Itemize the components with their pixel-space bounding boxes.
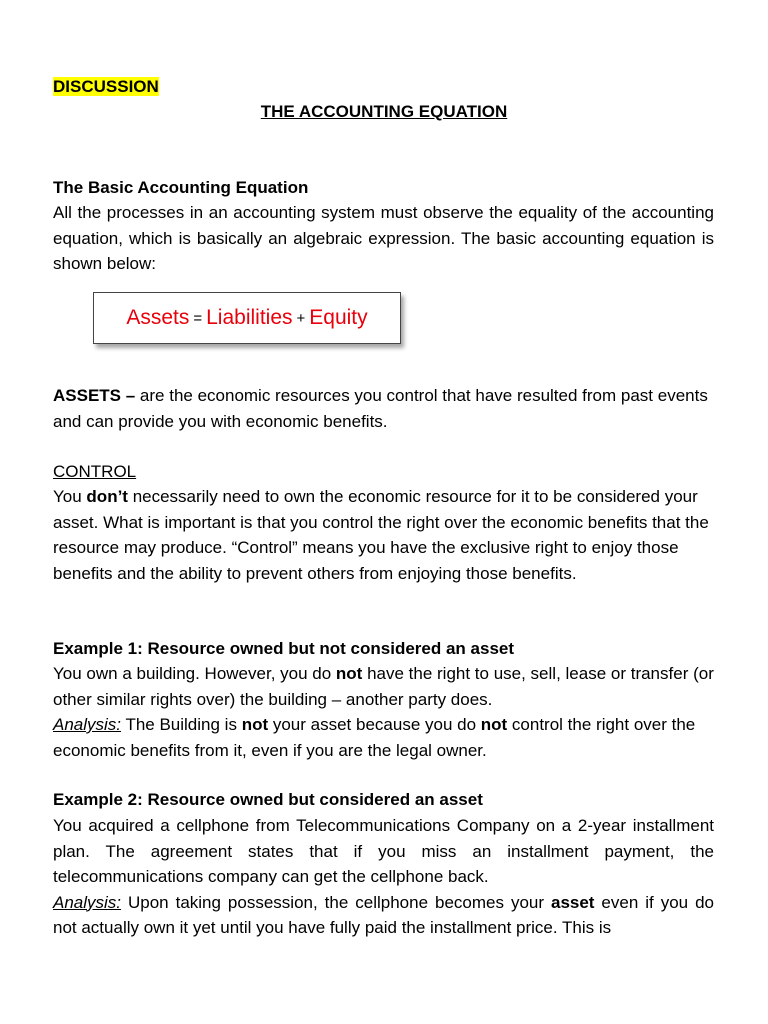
example2-heading: Example 2: Resource owned but considered an asset [53, 790, 483, 809]
example2-analysis-2: even if you do not actually own it yet until you have fully paid the installment price. This is [53, 892, 715, 937]
discussion-label: DISCUSSION [53, 77, 159, 96]
discussion-label-line [53, 74, 714, 100]
assets-definition-text: are the economic resources you control that have resulted from past events and can provide you with economic benefits. [53, 386, 708, 431]
example1-not-3: not [480, 715, 508, 734]
control-text-1: You [53, 487, 87, 506]
page-title: THE ACCOUNTING EQUATION [260, 102, 508, 121]
example1-text-1: You own a building. However, you do [53, 664, 336, 683]
example1-body [53, 661, 714, 763]
section-heading-basic-equation: The Basic Accounting Equation [53, 178, 309, 197]
example1-analysis-3: control the right over the economic benefits from it, even if you are the legal owner. [53, 715, 696, 760]
example1-text-2: have the right to use, sell, lease or transfer (or other similar rights over) the building – another party does. [53, 664, 714, 709]
equation-plus: + [296, 309, 306, 327]
control-heading: CONTROL [53, 462, 137, 481]
example1-analysis-label: Analysis: [53, 715, 122, 734]
equation-equity: Equity [309, 306, 368, 329]
example1-analysis-2: your asset because you do [268, 715, 481, 734]
example2-body [53, 813, 714, 941]
equation-box [93, 292, 401, 344]
example1-analysis-1: The Building is [121, 715, 242, 734]
example1-not-2: not [241, 715, 269, 734]
equation-equals: = [193, 309, 203, 327]
example1-not-1: not [335, 664, 363, 683]
equation-assets: Assets [126, 306, 190, 329]
control-text-2: necessarily need to own the economic resource for it to be considered your asset. What is important is that you control the right over the economic benefits that the resource may produce. “Control” means you have the exclusive right to enjoy those benefits and the ability to prevent others from enjoying those benefits. [53, 487, 709, 583]
example2-analysis-1: Upon taking possession, the cellphone becomes your [121, 892, 551, 912]
example2-asset-word: asset [550, 892, 595, 912]
example1-heading: Example 1: Resource owned but not considered an asset [53, 639, 515, 658]
equation-liabilities: Liabilities [206, 306, 293, 329]
example2-analysis-label: Analysis: [53, 892, 122, 912]
section-body-basic-equation: All the processes in an accounting system must observe the equality of the accounting equation, which is basically an algebraic expression. The basic accounting equation is shown below: [53, 203, 714, 273]
control-paragraph [53, 484, 714, 586]
assets-definition [53, 383, 714, 434]
assets-term: ASSETS – [53, 386, 136, 405]
example2-text: You acquired a cellphone from Telecommunications Company on a 2-year installment plan. The agreement states that if you miss an installment payment, the telecommunications company can get the cellphone back. [53, 816, 714, 886]
control-bold-dont: don’t [86, 487, 128, 506]
